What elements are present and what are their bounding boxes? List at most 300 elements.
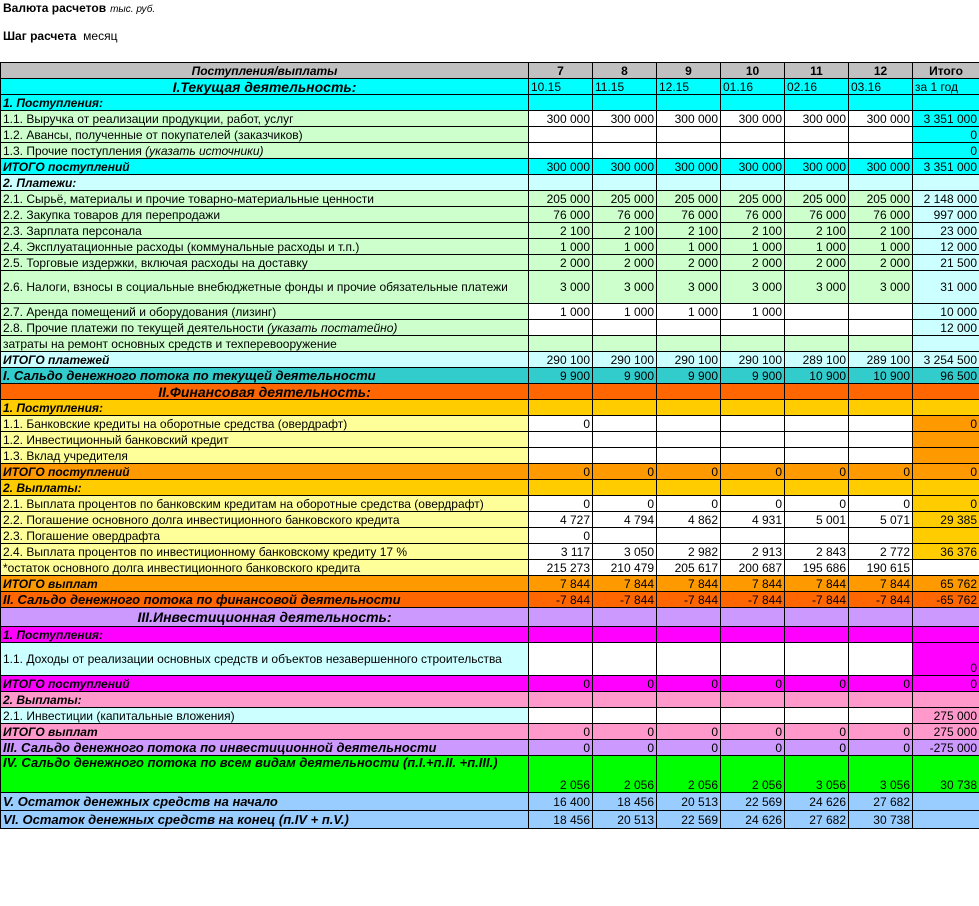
- empty-cell[interactable]: [785, 143, 849, 159]
- empty-cell[interactable]: [721, 95, 785, 111]
- cell: 0: [913, 676, 979, 692]
- empty-cell[interactable]: [721, 528, 785, 544]
- cell[interactable]: 3 000: [849, 271, 913, 304]
- empty-cell[interactable]: [913, 448, 979, 464]
- empty-cell[interactable]: [913, 560, 979, 576]
- cell: 0: [913, 464, 979, 480]
- cell[interactable]: 2 843: [785, 544, 849, 560]
- cell[interactable]: 3 000: [721, 271, 785, 304]
- cell[interactable]: 2 772: [849, 544, 913, 560]
- empty-cell[interactable]: [785, 320, 849, 336]
- empty-cell[interactable]: [529, 627, 593, 643]
- row-label: ИТОГО поступлений: [1, 159, 529, 175]
- cell[interactable]: 76 000: [721, 207, 785, 223]
- cell: 997 000: [913, 207, 979, 223]
- row-label: затраты на ремонт основных средств и техперевооружение: [1, 336, 529, 352]
- empty-cell[interactable]: [721, 400, 785, 416]
- cell: -65 762: [913, 592, 979, 608]
- cell: 0: [785, 464, 849, 480]
- empty-cell[interactable]: [657, 692, 721, 708]
- empty-cell[interactable]: [657, 416, 721, 432]
- empty-cell[interactable]: [785, 432, 849, 448]
- empty-cell[interactable]: [593, 416, 657, 432]
- row-label-part: (указать постатейно): [267, 320, 398, 335]
- cell: 0: [721, 464, 785, 480]
- empty-cell[interactable]: [849, 416, 913, 432]
- empty-cell[interactable]: [529, 708, 593, 724]
- currency-label: Валюта расчетов: [3, 1, 107, 15]
- cell[interactable]: 2 000: [721, 255, 785, 271]
- table-row: [1, 576, 979, 592]
- step-line: [3, 29, 117, 43]
- empty-cell[interactable]: [913, 811, 979, 829]
- total-cell: 3 351 000: [913, 111, 979, 127]
- empty-cell[interactable]: [657, 528, 721, 544]
- table-row: [1, 793, 979, 811]
- empty-cell[interactable]: [721, 384, 785, 400]
- empty-cell[interactable]: [529, 480, 593, 496]
- cell[interactable]: 76 000: [657, 207, 721, 223]
- cell: 24 626: [721, 811, 785, 829]
- empty-cell[interactable]: [913, 95, 979, 111]
- cell: 0: [593, 464, 657, 480]
- empty-cell[interactable]: [529, 692, 593, 708]
- cell: 289 100: [849, 352, 913, 368]
- cell: 23 000: [913, 223, 979, 239]
- empty-cell[interactable]: [849, 480, 913, 496]
- empty-cell[interactable]: [593, 480, 657, 496]
- empty-cell[interactable]: [529, 432, 593, 448]
- empty-cell[interactable]: [913, 175, 979, 191]
- cell: 300 000: [529, 159, 593, 175]
- empty-cell[interactable]: [849, 143, 913, 159]
- empty-cell[interactable]: [593, 127, 657, 143]
- cell: 0: [657, 724, 721, 740]
- cell[interactable]: 2 100: [721, 223, 785, 239]
- empty-cell[interactable]: [785, 95, 849, 111]
- cell[interactable]: 3 000: [593, 271, 657, 304]
- table-row: [1, 692, 979, 708]
- empty-cell[interactable]: [593, 692, 657, 708]
- empty-cell[interactable]: [657, 627, 721, 643]
- cell[interactable]: 1 000: [593, 239, 657, 255]
- empty-cell[interactable]: [849, 400, 913, 416]
- cell[interactable]: 76 000: [593, 207, 657, 223]
- empty-cell[interactable]: [849, 320, 913, 336]
- empty-cell[interactable]: [849, 336, 913, 352]
- empty-cell[interactable]: [785, 480, 849, 496]
- empty-cell[interactable]: [657, 127, 721, 143]
- cell: 2 056: [593, 756, 657, 793]
- empty-cell[interactable]: [849, 643, 913, 676]
- section2-title: II.Финансовая деятельность:: [1, 384, 529, 400]
- table-row: [1, 175, 979, 191]
- empty-cell[interactable]: [913, 793, 979, 811]
- empty-cell[interactable]: [913, 384, 979, 400]
- cell[interactable]: 0: [849, 496, 913, 512]
- empty-cell[interactable]: [849, 175, 913, 191]
- cell[interactable]: 4 931: [721, 512, 785, 528]
- empty-cell[interactable]: [849, 95, 913, 111]
- empty-cell[interactable]: [721, 480, 785, 496]
- cell[interactable]: 1 000: [657, 304, 721, 320]
- cell: 24 626: [785, 793, 849, 811]
- empty-cell[interactable]: [785, 416, 849, 432]
- cell: 290 100: [529, 352, 593, 368]
- empty-cell[interactable]: [721, 708, 785, 724]
- empty-cell[interactable]: [657, 95, 721, 111]
- empty-cell[interactable]: [721, 448, 785, 464]
- cell[interactable]: 1 000: [721, 304, 785, 320]
- cell: 9 900: [657, 368, 721, 384]
- period-10: 10: [721, 63, 785, 79]
- empty-cell[interactable]: [721, 627, 785, 643]
- cell: 30 738: [849, 811, 913, 829]
- empty-cell[interactable]: [785, 304, 849, 320]
- cell[interactable]: 2 982: [657, 544, 721, 560]
- cell: 290 100: [721, 352, 785, 368]
- empty-cell[interactable]: [785, 384, 849, 400]
- empty-cell[interactable]: [593, 95, 657, 111]
- empty-cell[interactable]: [593, 320, 657, 336]
- cell: 0: [721, 740, 785, 756]
- empty-cell[interactable]: [657, 480, 721, 496]
- empty-cell[interactable]: [721, 692, 785, 708]
- cashflow-table: [0, 62, 979, 829]
- cell[interactable]: 1 000: [529, 239, 593, 255]
- empty-cell[interactable]: [849, 692, 913, 708]
- empty-cell[interactable]: [721, 608, 785, 627]
- cell[interactable]: 76 000: [849, 207, 913, 223]
- cell[interactable]: 205 000: [785, 191, 849, 207]
- empty-cell[interactable]: [593, 627, 657, 643]
- table-row: [1, 643, 979, 676]
- empty-cell[interactable]: [721, 143, 785, 159]
- empty-cell[interactable]: [529, 643, 593, 676]
- cell[interactable]: 5 071: [849, 512, 913, 528]
- cell: 10 900: [785, 368, 849, 384]
- table-row: [1, 432, 979, 448]
- cell[interactable]: 4 862: [657, 512, 721, 528]
- empty-cell[interactable]: [785, 643, 849, 676]
- empty-cell[interactable]: [913, 480, 979, 496]
- cell: 300 000: [721, 159, 785, 175]
- cell: 9 900: [721, 368, 785, 384]
- cell[interactable]: 205 000: [849, 191, 913, 207]
- cashflow-table-wrapper: [0, 62, 979, 829]
- cell[interactable]: 2 100: [529, 223, 593, 239]
- currency-value: тыс. руб.: [110, 4, 156, 15]
- cell: 0: [657, 676, 721, 692]
- cell[interactable]: 300 000: [721, 111, 785, 127]
- cell[interactable]: 0: [657, 496, 721, 512]
- table-row: [1, 304, 979, 320]
- cell[interactable]: 2 000: [593, 255, 657, 271]
- cell: 290 100: [657, 352, 721, 368]
- cell: 2 056: [657, 756, 721, 793]
- cell[interactable]: 0: [529, 528, 593, 544]
- empty-cell[interactable]: [849, 384, 913, 400]
- cell: 3 254 500: [913, 352, 979, 368]
- row-label: 2.1. Сырьё, материалы и прочие товарно-материальные ценности: [1, 191, 529, 207]
- cell: 0: [593, 740, 657, 756]
- row-label: 2.7. Аренда помещений и оборудования (лизинг): [1, 304, 529, 320]
- cell[interactable]: 3 000: [657, 271, 721, 304]
- cell[interactable]: 0: [785, 496, 849, 512]
- empty-cell[interactable]: [785, 708, 849, 724]
- empty-cell[interactable]: [657, 608, 721, 627]
- empty-cell[interactable]: [785, 336, 849, 352]
- period-12: 12: [849, 63, 913, 79]
- cell: 18 456: [529, 811, 593, 829]
- cell: -7 844: [785, 592, 849, 608]
- table-row: [1, 560, 979, 576]
- table-row: [1, 143, 979, 159]
- empty-cell[interactable]: [785, 175, 849, 191]
- empty-cell[interactable]: [657, 448, 721, 464]
- empty-cell[interactable]: [529, 95, 593, 111]
- cell: 7 844: [593, 576, 657, 592]
- empty-cell[interactable]: [849, 708, 913, 724]
- empty-cell[interactable]: [657, 336, 721, 352]
- empty-cell[interactable]: [593, 384, 657, 400]
- empty-cell[interactable]: [657, 708, 721, 724]
- row-label: I. Сальдо денежного потока по текущей деятельности: [1, 368, 529, 384]
- empty-cell[interactable]: [913, 400, 979, 416]
- empty-cell[interactable]: [913, 528, 979, 544]
- empty-cell[interactable]: [593, 708, 657, 724]
- row-label: ИТОГО платежей: [1, 352, 529, 368]
- empty-cell[interactable]: [785, 627, 849, 643]
- table-row: [1, 239, 979, 255]
- empty-cell[interactable]: [849, 627, 913, 643]
- empty-cell[interactable]: [785, 692, 849, 708]
- row-label: 2.1. Инвестиции (капитальные вложения): [1, 708, 529, 724]
- cell[interactable]: 0: [529, 496, 593, 512]
- empty-cell[interactable]: [913, 608, 979, 627]
- cell[interactable]: 205 000: [529, 191, 593, 207]
- empty-cell[interactable]: [593, 608, 657, 627]
- cell: 2 056: [721, 756, 785, 793]
- cell[interactable]: 2 000: [785, 255, 849, 271]
- empty-cell[interactable]: [529, 143, 593, 159]
- cell[interactable]: 300 000: [529, 111, 593, 127]
- empty-cell[interactable]: [593, 400, 657, 416]
- empty-cell[interactable]: [913, 336, 979, 352]
- empty-cell[interactable]: [529, 336, 593, 352]
- cell: 300 000: [785, 159, 849, 175]
- empty-cell[interactable]: [593, 175, 657, 191]
- table-row: [1, 352, 979, 368]
- date-cell: 10.15: [529, 79, 593, 95]
- cell: 0: [657, 464, 721, 480]
- cell: 21 500: [913, 255, 979, 271]
- cell[interactable]: 300 000: [657, 111, 721, 127]
- empty-cell[interactable]: [785, 608, 849, 627]
- cell[interactable]: 0: [721, 496, 785, 512]
- empty-cell[interactable]: [593, 643, 657, 676]
- cell[interactable]: 300 000: [849, 111, 913, 127]
- cell[interactable]: 76 000: [529, 207, 593, 223]
- empty-cell[interactable]: [529, 384, 593, 400]
- cell: 2 148 000: [913, 191, 979, 207]
- cell[interactable]: 4 794: [593, 512, 657, 528]
- empty-cell[interactable]: [593, 143, 657, 159]
- cell[interactable]: 0: [529, 416, 593, 432]
- cell[interactable]: 2 100: [593, 223, 657, 239]
- empty-cell[interactable]: [529, 608, 593, 627]
- empty-cell[interactable]: [721, 175, 785, 191]
- cell: 3 056: [849, 756, 913, 793]
- cell: 96 500: [913, 368, 979, 384]
- cell[interactable]: 205 000: [593, 191, 657, 207]
- cell[interactable]: 3 000: [529, 271, 593, 304]
- cell[interactable]: 300 000: [593, 111, 657, 127]
- cell[interactable]: 205 000: [657, 191, 721, 207]
- row-label-part: 1.3. Прочие поступления: [3, 143, 146, 158]
- cell[interactable]: 3 117: [529, 544, 593, 560]
- cell: 22 569: [721, 793, 785, 811]
- empty-cell[interactable]: [657, 400, 721, 416]
- empty-cell[interactable]: [849, 448, 913, 464]
- empty-cell[interactable]: [657, 320, 721, 336]
- date-cell: 01.16: [721, 79, 785, 95]
- empty-cell[interactable]: [913, 432, 979, 448]
- cell[interactable]: 2 100: [785, 223, 849, 239]
- row-label: 1.1. Доходы от реализации основных средств и объектов незавершенного строительства: [1, 643, 529, 676]
- table-row: [1, 480, 979, 496]
- empty-cell[interactable]: [721, 416, 785, 432]
- period-8: 8: [593, 63, 657, 79]
- cell: 0: [849, 724, 913, 740]
- empty-cell[interactable]: [849, 608, 913, 627]
- empty-cell[interactable]: [785, 127, 849, 143]
- cell: 275 000: [913, 708, 979, 724]
- empty-cell[interactable]: [529, 175, 593, 191]
- cell: 275 000: [913, 724, 979, 740]
- empty-cell[interactable]: [593, 448, 657, 464]
- empty-cell[interactable]: [657, 384, 721, 400]
- cell[interactable]: 205 000: [721, 191, 785, 207]
- cell[interactable]: 5 001: [785, 512, 849, 528]
- cell: 0: [593, 676, 657, 692]
- empty-cell[interactable]: [785, 448, 849, 464]
- period-11: 11: [785, 63, 849, 79]
- table-row: [1, 336, 979, 352]
- cell[interactable]: 1 000: [721, 239, 785, 255]
- cell: 27 682: [849, 793, 913, 811]
- cell: 12 000: [913, 320, 979, 336]
- table-row: [1, 740, 979, 756]
- cell[interactable]: 2 100: [849, 223, 913, 239]
- empty-cell[interactable]: [593, 528, 657, 544]
- empty-cell[interactable]: [785, 400, 849, 416]
- empty-cell[interactable]: [913, 692, 979, 708]
- cell[interactable]: 3 000: [785, 271, 849, 304]
- cell: 0: [721, 676, 785, 692]
- row-label: 2.2. Закупка товаров для перепродажи: [1, 207, 529, 223]
- empty-cell[interactable]: [529, 127, 593, 143]
- cell: 0: [785, 724, 849, 740]
- cell[interactable]: 2 000: [529, 255, 593, 271]
- cell[interactable]: 76 000: [785, 207, 849, 223]
- empty-cell[interactable]: [657, 143, 721, 159]
- table-row: [1, 400, 979, 416]
- empty-cell[interactable]: [657, 175, 721, 191]
- empty-cell[interactable]: [657, 432, 721, 448]
- row-label: 1. Поступления:: [1, 627, 529, 643]
- cell[interactable]: 3 050: [593, 544, 657, 560]
- row-label-part: (указать источники): [145, 143, 264, 158]
- cell: 0: [529, 740, 593, 756]
- empty-cell[interactable]: [849, 432, 913, 448]
- cell: 7 844: [849, 576, 913, 592]
- empty-cell[interactable]: [593, 432, 657, 448]
- table-row: [1, 512, 979, 528]
- row-label: ИТОГО выплат: [1, 724, 529, 740]
- total-header: Итого: [913, 63, 979, 79]
- section3-title: III.Инвестиционная деятельность:: [1, 608, 529, 627]
- empty-cell[interactable]: [721, 127, 785, 143]
- cell: 30 738: [913, 756, 979, 793]
- cell: -275 000: [913, 740, 979, 756]
- empty-cell[interactable]: [721, 432, 785, 448]
- cell[interactable]: 300 000: [785, 111, 849, 127]
- empty-cell[interactable]: [721, 643, 785, 676]
- empty-cell[interactable]: [849, 127, 913, 143]
- total-sub: за 1 год: [913, 79, 979, 95]
- cell[interactable]: 2 000: [657, 255, 721, 271]
- cell[interactable]: 0: [593, 496, 657, 512]
- cell[interactable]: 1 000: [849, 239, 913, 255]
- empty-cell[interactable]: [529, 448, 593, 464]
- empty-cell[interactable]: [849, 528, 913, 544]
- cell[interactable]: 1 000: [593, 304, 657, 320]
- cell: 16 400: [529, 793, 593, 811]
- cell: 215 273: [529, 560, 593, 576]
- cell: 3 056: [785, 756, 849, 793]
- cell: 12 000: [913, 239, 979, 255]
- empty-cell[interactable]: [657, 643, 721, 676]
- row-label: ИТОГО поступлений: [1, 676, 529, 692]
- empty-cell[interactable]: [721, 336, 785, 352]
- empty-cell[interactable]: [913, 627, 979, 643]
- table-row: [1, 271, 979, 304]
- cell: 300 000: [849, 159, 913, 175]
- empty-cell[interactable]: [529, 400, 593, 416]
- row-label: 2. Выплаты:: [1, 692, 529, 708]
- row-label: II. Сальдо денежного потока по финансовой деятельности: [1, 592, 529, 608]
- cell[interactable]: 1 000: [657, 239, 721, 255]
- row-label: 2.2. Погашение основного долга инвестиционного банковского кредита: [1, 512, 529, 528]
- cell[interactable]: 2 100: [657, 223, 721, 239]
- empty-cell[interactable]: [593, 336, 657, 352]
- cell[interactable]: 1 000: [785, 239, 849, 255]
- empty-cell[interactable]: [721, 320, 785, 336]
- cell[interactable]: 4 727: [529, 512, 593, 528]
- empty-cell[interactable]: [529, 320, 593, 336]
- cell[interactable]: 1 000: [529, 304, 593, 320]
- empty-cell[interactable]: [785, 528, 849, 544]
- cell: 22 569: [657, 811, 721, 829]
- section3-title-row: [1, 608, 979, 627]
- row-label: [1, 143, 529, 159]
- date-cell: 12.15: [657, 79, 721, 95]
- empty-cell[interactable]: [849, 304, 913, 320]
- cell[interactable]: 2 000: [849, 255, 913, 271]
- cell[interactable]: 2 913: [721, 544, 785, 560]
- cell: 290 100: [593, 352, 657, 368]
